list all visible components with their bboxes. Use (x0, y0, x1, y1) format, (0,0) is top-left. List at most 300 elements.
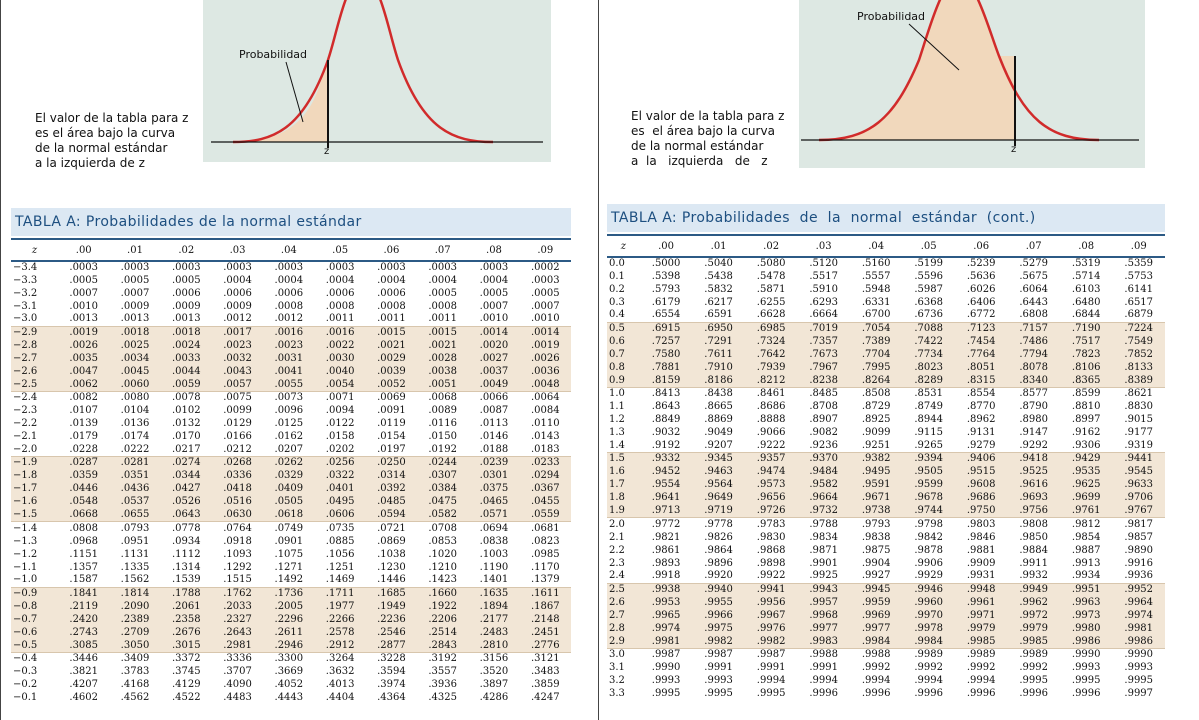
probability-cell: .5910 (809, 283, 838, 295)
probability-cell: .0146 (479, 431, 509, 443)
probability-cell: .0007 (479, 300, 509, 312)
probability-cell: .7734 (902, 348, 955, 361)
z-value-cell: −1.8 (11, 470, 58, 483)
probability-cell: .9767 (1112, 505, 1165, 518)
probability-cell: .9940 (692, 583, 745, 596)
probability-cell: .9948 (955, 583, 1008, 596)
z-value-cell: −0.9 (11, 587, 58, 600)
probability-cell: .0043 (212, 365, 263, 378)
column-header: .04 (850, 235, 903, 257)
probability-cell: .0708 (428, 522, 457, 534)
table-row (607, 492, 1165, 505)
probability-cell: .9957 (797, 596, 850, 609)
probability-cell: .0003 (325, 262, 355, 274)
probability-cell: .2912 (314, 639, 365, 652)
probability-cell: .9854 (1071, 531, 1101, 543)
probability-cell: .2420 (58, 613, 109, 626)
z-value-cell: 2.8 (607, 622, 640, 635)
z-value-cell: −2.7 (11, 352, 58, 365)
probability-cell: .9925 (797, 570, 850, 583)
probability-cell: .0143 (530, 431, 560, 443)
z-value-cell: −1.5 (11, 509, 58, 522)
probability-cell: .9988 (809, 649, 838, 661)
caption-line: de la normal estándar (631, 139, 764, 153)
probability-cell: .2236 (366, 613, 417, 626)
probability-cell: .0559 (520, 509, 571, 522)
z-value-cell: −1.7 (11, 483, 58, 496)
probability-cell: .0113 (479, 418, 509, 430)
probability-cell: .9994 (914, 675, 943, 687)
probability-cell: .9972 (1007, 609, 1060, 622)
z-value-cell: 0.3 (609, 296, 625, 308)
probability-cell: .9996 (861, 688, 891, 700)
probability-cell: .4325 (428, 692, 457, 704)
probability-cell: .9474 (745, 466, 798, 479)
probability-cell: .9901 (809, 557, 838, 569)
probability-cell: .9920 (692, 570, 745, 583)
probability-cell: .9394 (902, 453, 955, 466)
z-value-cell: −1.9 (11, 457, 58, 470)
probability-cell: .0068 (428, 392, 457, 404)
table-title-right: TABLA A: Probabilidades de la normal estándar (cont.) (607, 204, 1165, 232)
probability-cell: .9992 (966, 661, 996, 673)
probability-cell: .0446 (58, 483, 109, 496)
probability-cell: .9989 (966, 649, 996, 661)
probability-cell: .9726 (745, 505, 798, 518)
probability-cell: .5793 (651, 283, 681, 295)
probability-cell: .7995 (850, 361, 903, 374)
probability-cell: .9265 (902, 440, 955, 453)
probability-cell: .0003 (274, 262, 304, 274)
probability-cell: .5120 (809, 258, 838, 270)
probability-cell: .1977 (314, 600, 365, 613)
probability-cell: .9066 (756, 427, 786, 439)
probability-cell: .8577 (1019, 388, 1049, 400)
probability-cell: .9162 (1071, 427, 1101, 439)
probability-cell: .9738 (850, 505, 903, 518)
probability-cell: .8599 (1071, 388, 1101, 400)
probability-cell: .0062 (58, 378, 109, 391)
probability-cell: .1230 (377, 561, 406, 573)
probability-cell: .3483 (530, 665, 560, 677)
probability-cell: .9953 (640, 596, 693, 609)
z-value-cell: −0.1 (13, 692, 38, 704)
z-value-cell: −2.6 (11, 365, 58, 378)
probability-cell: .1357 (69, 561, 99, 573)
probability-cell: .0119 (377, 418, 406, 430)
probability-cell: .0125 (274, 418, 304, 430)
probability-cell: .3409 (120, 653, 150, 665)
probability-cell: .0010 (468, 313, 519, 326)
probability-cell: .0838 (479, 535, 509, 547)
probability-cell: .9983 (797, 635, 850, 648)
probability-cell: .9996 (966, 688, 996, 700)
probability-cell: .0136 (120, 418, 150, 430)
z-value-cell: −0.7 (11, 613, 58, 626)
probability-cell: .7764 (955, 348, 1008, 361)
probability-cell: .3594 (377, 665, 406, 677)
normal-curve-figure-left (203, 0, 551, 162)
table-row (11, 444, 571, 457)
probability-cell: .9965 (640, 609, 693, 622)
probability-cell: .0028 (417, 352, 468, 365)
probability-cell: .3897 (479, 679, 509, 691)
probability-cell: .9973 (1060, 609, 1113, 622)
probability-cell: .0721 (377, 522, 406, 534)
probability-cell: .9993 (1071, 661, 1101, 673)
table-row (11, 561, 571, 574)
probability-cell: .9788 (809, 518, 838, 530)
probability-cell: .0045 (109, 365, 160, 378)
z-value-cell: −2.2 (13, 418, 38, 430)
probability-cell: .8997 (1071, 414, 1101, 426)
probability-cell: .9798 (914, 518, 943, 530)
caption-line: es el área bajo la curva (631, 124, 775, 138)
probability-cell: .0217 (161, 444, 212, 457)
probability-cell: .7224 (1112, 322, 1165, 335)
probability-cell: .0003 (223, 262, 252, 274)
probability-cell: .4522 (171, 692, 201, 704)
probability-cell: .7611 (692, 348, 745, 361)
table-row (607, 296, 1165, 309)
table-row (607, 648, 1165, 661)
probability-cell: .0003 (69, 262, 99, 274)
probability-cell: .5753 (1124, 270, 1154, 282)
probability-cell: .0107 (69, 405, 99, 417)
probability-cell: .1093 (223, 548, 252, 560)
probability-cell: .0005 (120, 274, 150, 286)
probability-cell: .9904 (861, 557, 891, 569)
probability-cell: .9656 (745, 492, 798, 505)
probability-cell: .9884 (1019, 544, 1049, 556)
table-row (607, 531, 1165, 544)
probability-cell: .5239 (966, 258, 996, 270)
column-header: .02 (161, 239, 212, 261)
probability-cell: .9441 (1112, 453, 1165, 466)
probability-cell: .0004 (428, 274, 457, 286)
probability-cell: .9974 (1112, 609, 1165, 622)
probability-cell: .0005 (69, 274, 99, 286)
probability-cell: .6628 (745, 309, 798, 322)
probability-cell: .2451 (520, 626, 571, 639)
z-value-cell: 0.5 (607, 322, 640, 335)
probability-cell: .1003 (479, 548, 509, 560)
probability-cell: .9906 (914, 557, 943, 569)
probability-cell: .1131 (120, 548, 150, 560)
probability-cell: .9871 (809, 544, 838, 556)
probability-cell: .1401 (468, 574, 519, 587)
probability-cell: .3264 (325, 653, 355, 665)
probability-cell: .0307 (417, 470, 468, 483)
probability-cell: .0014 (468, 326, 519, 339)
probability-cell: .9927 (850, 570, 903, 583)
probability-cell: .0011 (314, 313, 365, 326)
probability-cell: .7939 (745, 361, 798, 374)
probability-cell: .9505 (902, 466, 955, 479)
probability-cell: .2327 (212, 613, 263, 626)
probability-cell: .5636 (966, 270, 996, 282)
probability-cell: .0166 (223, 431, 252, 443)
probability-cell: .5675 (1019, 270, 1049, 282)
probability-cell: .6443 (1019, 296, 1049, 308)
probability-cell: .0004 (274, 274, 304, 286)
probability-cell: .6517 (1124, 296, 1154, 308)
probability-cell: .0034 (109, 352, 160, 365)
probability-cell: .9812 (1071, 518, 1101, 530)
probability-cell: .9956 (745, 596, 798, 609)
probability-cell: .9941 (745, 583, 798, 596)
probability-cell: .9955 (692, 596, 745, 609)
probability-cell: .7324 (745, 335, 798, 348)
probability-cell: .0094 (325, 405, 355, 417)
probability-cell: .8869 (704, 414, 733, 426)
probability-cell: .0132 (171, 418, 201, 430)
probability-cell: .0071 (325, 392, 355, 404)
z-value-cell: −2.1 (13, 431, 38, 443)
probability-cell: .0007 (120, 287, 150, 299)
probability-cell: .9977 (797, 622, 850, 635)
probability-cell: .6879 (1112, 309, 1165, 322)
z-value-cell: 0.2 (609, 283, 625, 295)
probability-cell: .0049 (468, 378, 519, 391)
probability-cell: .9887 (1071, 544, 1101, 556)
probability-cell: .9649 (692, 492, 745, 505)
z-value-cell: −2.5 (11, 378, 58, 391)
probability-cell: .0011 (366, 313, 417, 326)
probability-cell: .7019 (797, 322, 850, 335)
probability-cell: .8133 (1112, 361, 1165, 374)
probability-cell: .8980 (1019, 414, 1049, 426)
probability-cell: .3821 (69, 665, 99, 677)
z-value-cell: 3.2 (609, 675, 625, 687)
z-value-cell: −2.8 (11, 339, 58, 352)
table-row (607, 361, 1165, 374)
probability-cell: .9850 (1019, 531, 1049, 543)
z-value-cell: 2.9 (607, 635, 640, 648)
table-row (607, 675, 1165, 688)
z-value-cell: 0.8 (607, 361, 640, 374)
probability-cell: .5160 (861, 258, 891, 270)
probability-cell: .9515 (955, 466, 1008, 479)
z-value-cell: 2.4 (607, 570, 640, 583)
probability-cell: .9995 (1019, 675, 1049, 687)
probability-cell: .5832 (704, 283, 733, 295)
probability-cell: .9115 (914, 427, 943, 439)
probability-cell: .0582 (417, 509, 468, 522)
probability-cell: .9756 (1007, 505, 1060, 518)
probability-cell: .9929 (902, 570, 955, 583)
probability-cell: .0006 (325, 287, 355, 299)
probability-cell: .9995 (1124, 675, 1154, 687)
probability-cell: .0004 (377, 274, 406, 286)
probability-cell: .6808 (1007, 309, 1060, 322)
normal-curve-right-svg (799, 0, 1145, 168)
probability-cell: .8508 (861, 388, 891, 400)
z-value-cell: 1.5 (607, 453, 640, 466)
probability-cell: .0222 (109, 444, 160, 457)
table-row (607, 374, 1165, 387)
probability-cell: .0455 (520, 496, 571, 509)
probability-cell: .9251 (850, 440, 903, 453)
z-value-cell: −0.2 (13, 679, 38, 691)
probability-cell: .6772 (955, 309, 1008, 322)
z-value-cell: −2.9 (11, 326, 58, 339)
probability-cell: .0024 (161, 339, 212, 352)
probability-cell: .0033 (161, 352, 212, 365)
probability-cell: .0162 (274, 431, 304, 443)
probability-cell: .9977 (850, 622, 903, 635)
table-row (607, 440, 1165, 453)
probability-cell: .0655 (109, 509, 160, 522)
probability-cell: .7967 (797, 361, 850, 374)
table-row (11, 405, 571, 418)
probability-cell: .1711 (314, 587, 365, 600)
probability-cell: .5000 (651, 258, 681, 270)
probability-cell: .8830 (1124, 401, 1154, 413)
table-row (607, 635, 1165, 648)
probability-cell: .8413 (651, 388, 681, 400)
probability-cell: .0262 (263, 457, 314, 470)
probability-cell: .8686 (756, 401, 786, 413)
probability-cell: .9974 (640, 622, 693, 635)
probability-cell: .0012 (212, 313, 263, 326)
probability-cell: .0359 (58, 470, 109, 483)
table-row (607, 427, 1165, 440)
probability-cell: .0096 (274, 405, 304, 417)
probability-cell: .9993 (1124, 661, 1154, 673)
probability-cell: .0934 (171, 535, 201, 547)
probability-cell: .0008 (428, 300, 457, 312)
column-header: .05 (902, 235, 955, 257)
probability-cell: .1314 (171, 561, 201, 573)
probability-cell: .9082 (809, 427, 838, 439)
probability-cell: .0027 (468, 352, 519, 365)
probability-cell: .0099 (223, 405, 252, 417)
probability-cell: .5948 (861, 283, 891, 295)
probability-cell: .0084 (530, 405, 560, 417)
probability-cell: .9808 (1019, 518, 1049, 530)
probability-cell: .0192 (417, 444, 468, 457)
probability-cell: .8023 (902, 361, 955, 374)
probability-cell: .9608 (955, 479, 1008, 492)
probability-cell: .9484 (797, 466, 850, 479)
probability-cell: .0174 (120, 431, 150, 443)
table-row (11, 391, 571, 404)
probability-cell: .6179 (651, 296, 681, 308)
probability-cell: .9783 (756, 518, 786, 530)
probability-cell: .7486 (1007, 335, 1060, 348)
probability-cell: .8810 (1071, 401, 1101, 413)
probability-cell: .9898 (756, 557, 786, 569)
probability-cell: .0183 (520, 444, 571, 457)
probability-cell: .0778 (171, 522, 201, 534)
table-row (607, 414, 1165, 427)
probability-cell: .9986 (1060, 635, 1113, 648)
probability-cell: .5319 (1071, 258, 1101, 270)
probability-cell: .9975 (692, 622, 745, 635)
probability-cell: .0010 (520, 313, 571, 326)
probability-cell: .9429 (1060, 453, 1113, 466)
probability-cell: .0495 (314, 496, 365, 509)
z-value-cell: 2.1 (609, 531, 625, 543)
probability-cell: .0618 (263, 509, 314, 522)
probability-cell: .1335 (120, 561, 150, 573)
probability-cell: .0018 (109, 326, 160, 339)
probability-cell: .0007 (530, 300, 560, 312)
probability-cell: .9996 (1071, 688, 1101, 700)
probability-cell: .2578 (314, 626, 365, 639)
probability-cell: .2810 (468, 639, 519, 652)
z-value-cell: 0.4 (607, 309, 640, 322)
probability-cell: .9821 (651, 531, 681, 543)
probability-cell: .9826 (704, 531, 733, 543)
probability-cell: .9099 (861, 427, 891, 439)
probability-cell: .1867 (520, 600, 571, 613)
probability-cell: .3050 (109, 639, 160, 652)
probability-cell: .0244 (417, 457, 468, 470)
probability-cell: .0256 (314, 457, 365, 470)
caption-line: de la normal estándar (35, 141, 168, 155)
probability-cell: .0418 (212, 483, 263, 496)
probability-cell: .0089 (428, 405, 457, 417)
probability-cell: .9994 (809, 675, 838, 687)
probability-cell: .4562 (120, 692, 150, 704)
probability-cell: .9987 (704, 649, 733, 661)
probability-cell: .0040 (314, 365, 365, 378)
column-header: .02 (745, 235, 798, 257)
table-header-row (11, 239, 571, 261)
probability-cell: .0516 (212, 496, 263, 509)
probability-cell: .2296 (263, 613, 314, 626)
left-page (0, 0, 598, 720)
probability-cell: .6331 (861, 296, 891, 308)
probability-cell: .0228 (58, 444, 109, 457)
probability-cell: .5478 (756, 270, 786, 282)
probability-cell: .9946 (902, 583, 955, 596)
probability-cell: .8078 (1007, 361, 1060, 374)
probability-cell: .9207 (692, 440, 745, 453)
probability-cell: .6103 (1071, 283, 1101, 295)
probability-cell: .1271 (274, 561, 304, 573)
probability-cell: .0018 (161, 326, 212, 339)
probability-cell: .5987 (914, 283, 943, 295)
probability-cell: .1469 (314, 574, 365, 587)
probability-cell: .7123 (955, 322, 1008, 335)
probability-cell: .0008 (325, 300, 355, 312)
probability-cell: .0764 (223, 522, 252, 534)
probability-cell: .0039 (366, 365, 417, 378)
probability-cell: .9949 (1007, 583, 1060, 596)
probability-cell: .4090 (223, 679, 252, 691)
probability-cell: .4286 (479, 692, 509, 704)
table-row (607, 453, 1165, 466)
probability-cell: .9868 (756, 544, 786, 556)
probability-cell: .8925 (861, 414, 891, 426)
probability-cell: .0009 (171, 300, 201, 312)
probability-cell: .9032 (651, 427, 681, 439)
table-row (11, 300, 571, 313)
probability-cell: .9793 (861, 518, 891, 530)
probability-cell: .0012 (263, 313, 314, 326)
probability-cell: .9982 (745, 635, 798, 648)
z-value-cell: 1.3 (609, 427, 625, 439)
caption-line: a la izquierda de z (631, 154, 768, 168)
probability-cell: .0004 (223, 274, 252, 286)
z-value-cell: 1.8 (607, 492, 640, 505)
probability-cell: .6554 (640, 309, 693, 322)
probability-cell: .0003 (428, 262, 457, 274)
probability-cell: .6141 (1124, 283, 1154, 295)
